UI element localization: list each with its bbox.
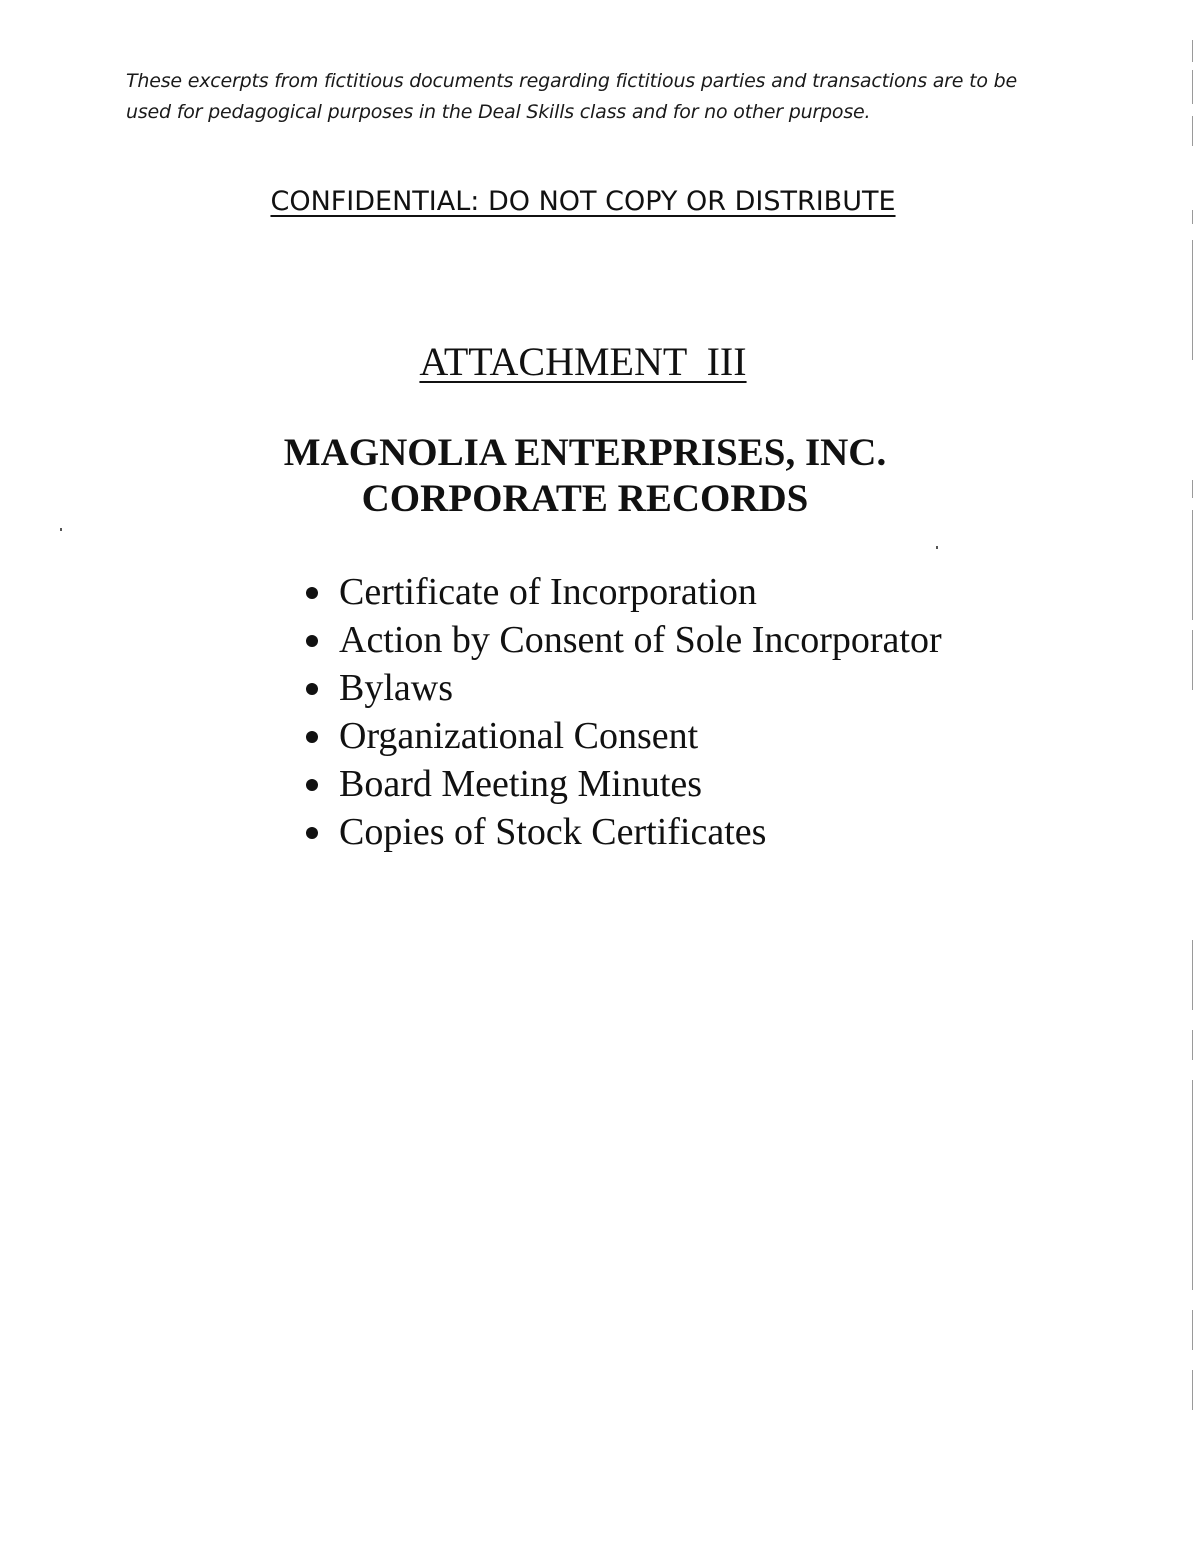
confidential-notice-text: CONFIDENTIAL: DO NOT COPY OR DISTRIBUTE — [270, 186, 896, 217]
list-item — [304, 712, 942, 760]
disclaimer-line-2: used for pedagogical purposes in the Deal Skills class and for no other purpose. — [126, 101, 871, 123]
company-name: MAGNOLIA ENTERPRISES, INC. — [283, 431, 887, 474]
list-item-label: Organizational Consent — [339, 715, 699, 757]
list-item-label: Certificate of Incorporation — [339, 571, 757, 613]
bullet-icon — [306, 683, 318, 695]
records-list — [304, 568, 942, 856]
disclaimer-text — [126, 66, 1046, 128]
scan-speck — [60, 528, 62, 531]
list-item — [304, 616, 942, 664]
list-item-label: Bylaws — [339, 667, 453, 709]
scan-edge-artifacts — [1192, 30, 1194, 1420]
confidential-notice — [0, 186, 1166, 217]
attachment-title — [0, 338, 1166, 385]
bullet-icon — [306, 779, 318, 791]
list-item — [304, 568, 942, 616]
bullet-icon — [306, 827, 318, 839]
company-subtitle: CORPORATE RECORDS — [361, 477, 809, 520]
list-item-label: Board Meeting Minutes — [339, 763, 703, 805]
list-item — [304, 664, 942, 712]
attachment-title-text: ATTACHMENT III — [419, 339, 747, 384]
bullet-icon — [306, 587, 318, 599]
bullet-icon — [306, 635, 318, 647]
disclaimer-line-1: These excerpts from fictitious documents regarding fictitious parties and transactions are to be — [126, 70, 1017, 92]
scan-speck — [936, 546, 938, 549]
company-heading — [0, 430, 1170, 522]
list-item-label: Copies of Stock Certificates — [339, 811, 767, 853]
bullet-icon — [306, 731, 318, 743]
list-item — [304, 808, 942, 856]
list-item-label: Action by Consent of Sole Incorporator — [339, 619, 942, 661]
list-item — [304, 760, 942, 808]
